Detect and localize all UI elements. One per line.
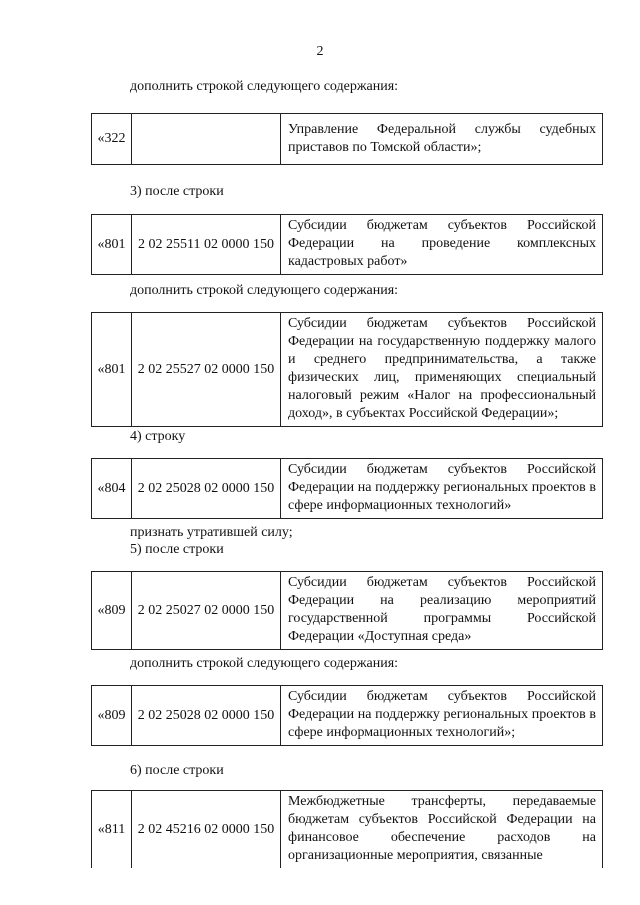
instruction-add-row-1: дополнить строкой следующего содержания: [130, 79, 399, 94]
table-row-811-45216 [91, 790, 603, 868]
row-code-cell: «809 [92, 686, 132, 746]
instruction-add-row-3: дополнить строкой следующего содержания: [130, 656, 399, 671]
row-description-cell: Межбюджетные трансферты, передаваемые бюджетам субъектов Российской Федерации на финансовое обеспечение расходов на организационные мероприятия, связанные [281, 791, 603, 869]
row-code-cell: «811 [92, 791, 132, 869]
table-row-804-25028 [91, 458, 603, 519]
row-code-cell: «801 [92, 313, 132, 427]
table-row-322 [91, 113, 603, 165]
row-kbk-cell: 2 02 25511 02 0000 150 [132, 215, 281, 275]
row-code-cell: «801 [92, 215, 132, 275]
table-row-809-25028 [91, 685, 603, 746]
table-row-801-25511 [91, 214, 603, 275]
row-kbk-cell: 2 02 25028 02 0000 150 [132, 459, 281, 519]
row-kbk-cell: 2 02 25027 02 0000 150 [132, 572, 281, 650]
instruction-add-row-2: дополнить строкой следующего содержания: [130, 283, 399, 298]
row-kbk-cell: 2 02 25028 02 0000 150 [132, 686, 281, 746]
row-code-cell: «809 [92, 572, 132, 650]
instruction-after-row-6: 6) после строки [130, 763, 224, 778]
row-description-cell: Управление Федеральной службы судебных приставов по Томской области»; [281, 114, 603, 165]
row-description-cell: Субсидии бюджетам субъектов Российской Федерации на поддержку региональных проектов в сфере информационных технологий»; [281, 686, 603, 746]
table-row-801-25527 [91, 312, 603, 427]
row-description-cell: Субсидии бюджетам субъектов Российской Федерации на проведение комплексных кадастровых работ» [281, 215, 603, 275]
instruction-row-4: 4) строку [130, 429, 186, 444]
row-description-cell: Субсидии бюджетам субъектов Российской Федерации на государственную поддержку малого и среднего предпринимательства, а также физических лиц, применяющих специальный налоговый режим «Налог на профессиональный доход», в субъектах Российской Федерации»; [281, 313, 603, 427]
table-row-809-25027 [91, 571, 603, 650]
row-description-cell: Субсидии бюджетам субъектов Российской Федерации на реализацию мероприятий государственной программы Российской Федерации «Доступная среда» [281, 572, 603, 650]
instruction-after-row-5: 5) после строки [130, 542, 224, 557]
page-number: 2 [316, 44, 324, 59]
row-kbk-cell: 2 02 45216 02 0000 150 [132, 791, 281, 869]
row-kbk-cell [132, 114, 281, 165]
row-code-cell: «804 [92, 459, 132, 519]
row-description-cell: Субсидии бюджетам субъектов Российской Федерации на поддержку региональных проектов в сфере информационных технологий» [281, 459, 603, 519]
row-code-cell: «322 [92, 114, 132, 165]
instruction-invalidate: признать утратившей силу; [130, 525, 293, 540]
instruction-after-row-3: 3) после строки [130, 184, 224, 199]
row-kbk-cell: 2 02 25527 02 0000 150 [132, 313, 281, 427]
